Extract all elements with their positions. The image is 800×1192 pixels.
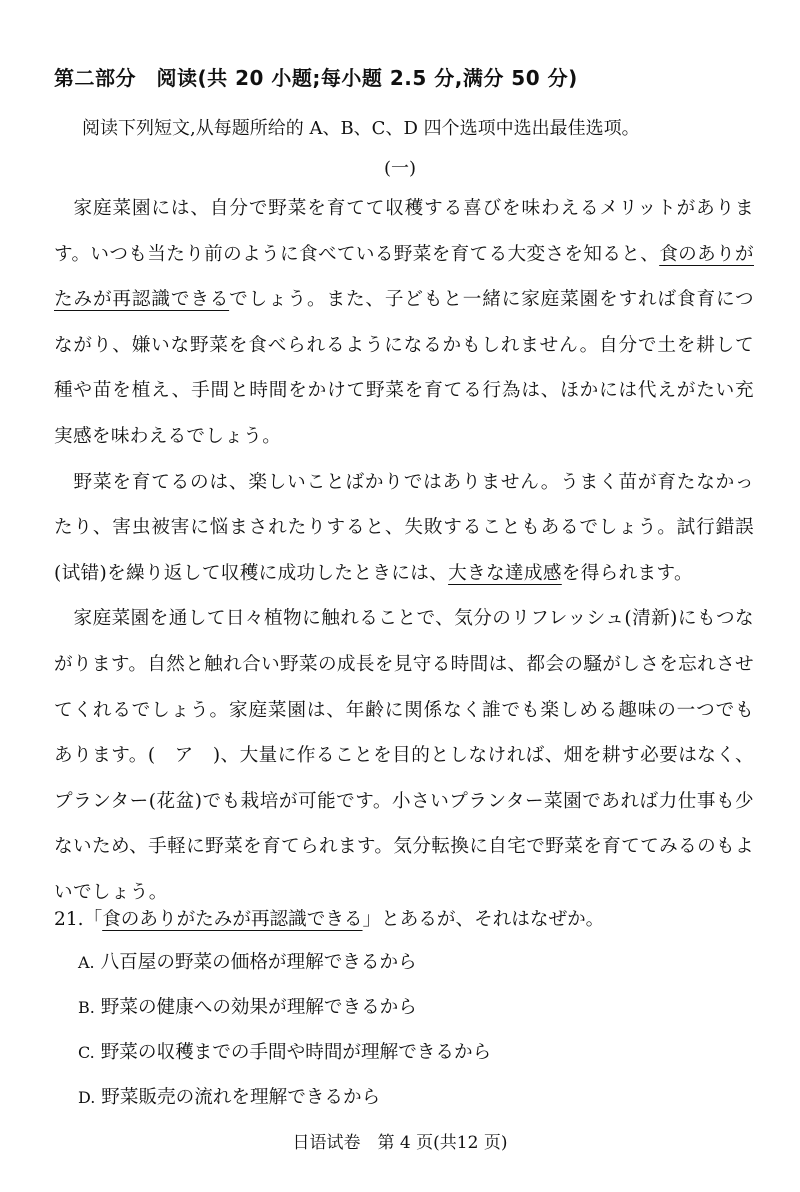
option-a[interactable] [78, 940, 754, 985]
paragraph-1-text-b: でしょう。また、子どもと一緒に家庭菜園をすれば食育につながり、嫌いな野菜を食べられるようになるかもしれません。自分で土を耕して種や苗を植え、手間と時間をかけて野菜を育てる行為は、ほかには代えがたい充実感を味わえるでしょう。 [54, 289, 754, 447]
question-number: 21. [54, 909, 84, 930]
option-letter: D. [78, 1088, 96, 1107]
paragraph-1-text-a: 家庭菜園には、自分で野菜を育てて収穫する喜びを味わえるメリットがあります。いつも当たり前のように食べている野菜を育てる大変さを知ると、 [54, 198, 754, 265]
option-letter: B. [78, 998, 95, 1017]
underlined-phrase-2: 大きな達成感 [448, 562, 562, 584]
close-quote: 」 [362, 909, 382, 930]
option-letter: A. [78, 953, 95, 972]
option-text: 八百屋の野菜の価格が理解できるから [100, 952, 417, 973]
option-letter: C. [78, 1043, 95, 1062]
page-footer: 日语试卷 第 4 页(共12 页) [292, 1133, 508, 1153]
question-21-stem [54, 900, 754, 940]
option-text: 野菜販売の流れを理解できるから [101, 1087, 381, 1108]
quoted-phrase: 食のありがたみが再認識できる [102, 909, 363, 930]
paragraph-2-text-b: を得られます。 [561, 562, 693, 584]
option-c[interactable] [78, 1030, 754, 1075]
question-text: とあるが、それはなぜか。 [381, 909, 605, 930]
passage-number: (一) [383, 158, 417, 179]
open-quote: 「 [83, 909, 103, 930]
option-text: 野菜の健康への効果が理解できるから [100, 997, 417, 1018]
passage-paragraph-2 [54, 460, 754, 597]
option-d[interactable] [78, 1075, 754, 1120]
paragraph-3-text-b: 、大量に作ることを目的としなければ、畑を耕す必要はなく、プランター(花盆)でも栽培が可能です。小さいプランター菜園であれば力仕事も少ないため、手軽に野菜を育てられます。気分転換に自宅で野菜を育ててみるのもよいでしょう。 [54, 745, 754, 903]
reading-instruction: 阅读下列短文,从每题所给的 A、B、C、D 四个选项中选出最佳选项。 [82, 118, 640, 139]
blank-a: ( ア ) [147, 745, 221, 767]
underlined-phrase-1: 食のありがたみが再認識できる [54, 243, 754, 311]
reading-passage [54, 186, 754, 916]
passage-paragraph-1 [54, 186, 754, 460]
option-text: 野菜の収穫までの手間や時間が理解できるから [100, 1042, 492, 1063]
paragraph-2-text-a: 野菜を育てるのは、楽しいことばかりではありません。うまく苗が育たなかったり、害虫被害に悩まされたりすると、失敗することもあるでしょう。試行錯誤(试错)を繰り返して収穫に成功したときには、 [54, 471, 754, 584]
section-heading: 第二部分 阅读(共 20 小题;每小题 2.5 分,满分 50 分) [54, 66, 578, 90]
passage-paragraph-3 [54, 596, 754, 915]
paragraph-3-text-a: 家庭菜園を通して日々植物に触れることで、気分のリフレッシュ(清新)にもつながります。自然と触れ合い野菜の成長を見守る時間は、都会の騒がしさを忘れさせてくれるでしょう。家庭菜園は、年齢に関係なく誰でも楽しめる趣味の一つでもあります。 [54, 608, 754, 767]
option-b[interactable] [78, 985, 754, 1030]
question-21 [54, 900, 754, 1120]
